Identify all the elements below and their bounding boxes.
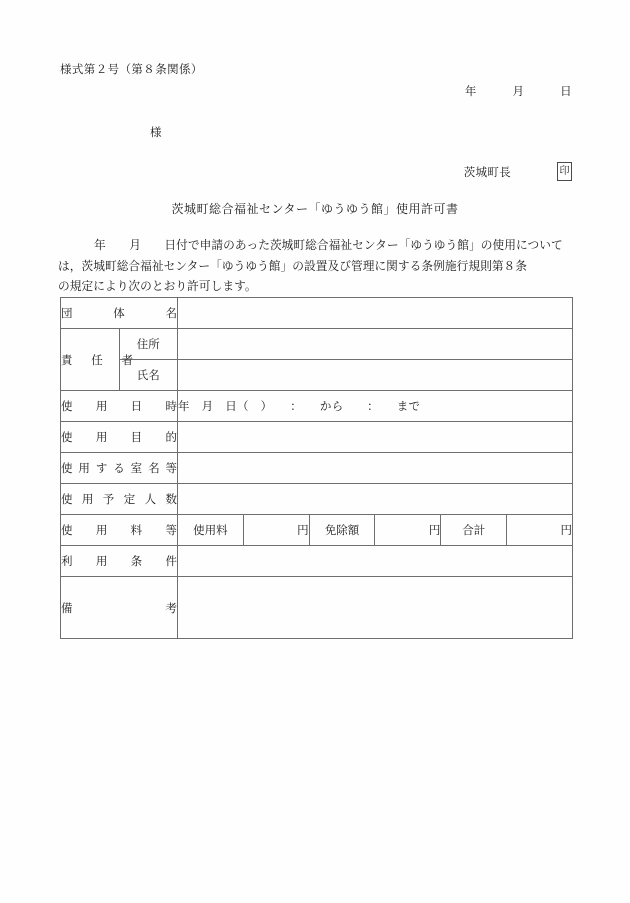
label-room-name: 使用する室名等	[61, 453, 178, 484]
table-row-use-purpose	[61, 422, 573, 453]
form-number: 様式第２号（第８条関係）	[60, 64, 203, 76]
seal-icon: 印	[557, 162, 572, 181]
field-expected-people[interactable]	[178, 484, 573, 515]
body-line-2: は，茨城町総合福祉センター「ゆうゆう館」の設置及び管理に関する条例施行規則第８条	[58, 259, 528, 273]
field-fee-total-amount[interactable]: 円	[507, 515, 573, 546]
date-line: 年 月 日	[464, 86, 572, 98]
label-notes: 備考	[61, 577, 178, 639]
field-notes[interactable]	[178, 577, 573, 639]
table-row-fee	[61, 515, 573, 546]
field-conditions[interactable]	[178, 546, 573, 577]
issuer-row	[464, 162, 572, 181]
label-fee: 使用料等	[61, 515, 178, 546]
table-row-responsible-name	[61, 360, 573, 391]
table-row-notes	[61, 577, 573, 639]
permit-table	[60, 297, 573, 639]
label-fee-exemption: 免除額	[309, 515, 375, 546]
body-line-1: 年 月 日付で申請のあった茨城町総合福祉センター「ゆうゆう館」の使用について	[94, 239, 563, 252]
label-use-purpose: 使用目的	[61, 422, 178, 453]
addressee-honorific: 様	[150, 127, 162, 139]
label-expected-people: 使用予定人数	[61, 484, 178, 515]
table-row-conditions	[61, 546, 573, 577]
label-responsible-name: 氏名	[119, 360, 178, 391]
field-use-datetime[interactable]: 年 月 日（ ） ： から ： まで	[178, 391, 573, 422]
field-fee-usage-amount[interactable]: 円	[243, 515, 309, 546]
body-line-3: の規定により次のとおり許可します。	[58, 280, 257, 294]
field-responsible-address[interactable]	[178, 329, 573, 360]
field-use-purpose[interactable]	[178, 422, 573, 453]
body-paragraph	[58, 236, 574, 298]
label-fee-total: 合計	[441, 515, 507, 546]
field-fee-exemption-amount[interactable]: 円	[375, 515, 441, 546]
field-room-name[interactable]	[178, 453, 573, 484]
field-group-name[interactable]	[178, 298, 573, 329]
label-group-name: 団体名	[61, 298, 178, 329]
label-responsible	[61, 329, 133, 391]
table-row-group-name	[61, 298, 573, 329]
table-row-room-name	[61, 453, 573, 484]
label-conditions: 利用条件	[61, 546, 178, 577]
label-fee-usage: 使用料	[178, 515, 244, 546]
table-row-use-datetime	[61, 391, 573, 422]
field-responsible-name[interactable]	[178, 360, 573, 391]
issuer-name: 茨城町長	[463, 166, 511, 179]
table-row-responsible-address	[61, 329, 573, 360]
label-use-datetime: 使用日時	[61, 391, 178, 422]
table-row-expected-people	[61, 484, 573, 515]
label-responsible-address: 住所	[119, 329, 178, 360]
label-responsible-text: 責任者	[61, 354, 133, 367]
page-title: 茨城町総合福祉センター「ゆうゆう館」使用許可書	[171, 202, 459, 216]
